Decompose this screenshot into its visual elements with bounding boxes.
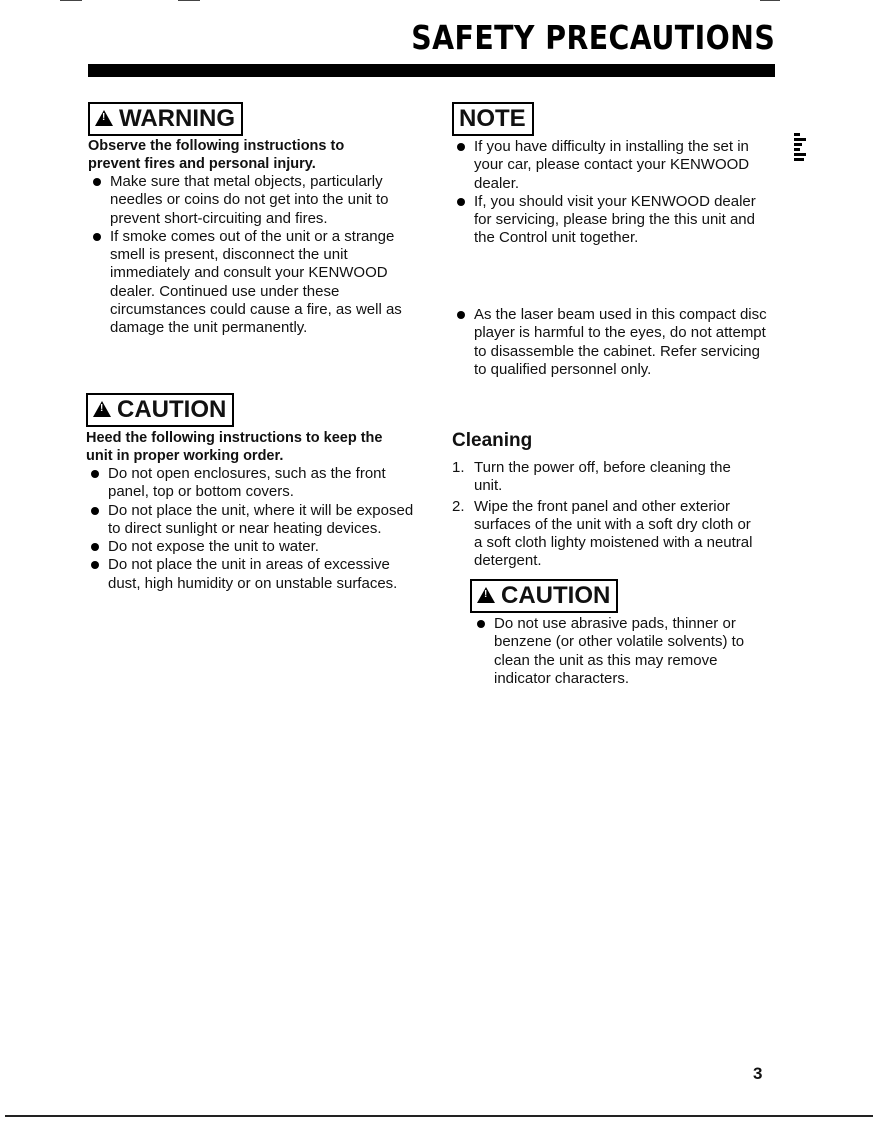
laser-note <box>452 306 772 379</box>
list-item <box>452 459 757 496</box>
cleaning-heading: Cleaning <box>452 430 533 451</box>
crop-mark <box>178 0 200 1</box>
caution-triangle-icon <box>93 401 111 417</box>
caution-intro: Heed the following instructions to keep the unit in proper working order. <box>86 430 383 464</box>
laser-list <box>452 306 772 379</box>
step-text: Wipe the front panel and other exterior surfaces of the unit with a soft dry cloth or a soft cloth lighty moistened with a neutral detergent. <box>474 497 753 570</box>
bottom-rule <box>5 1115 873 1117</box>
caution-section <box>86 429 416 593</box>
list-item: Make sure that metal objects, particularly needles or coins do not get into the unit to prevent short-circuiting and fires. <box>88 173 418 228</box>
list-item: As the laser beam used in this compact disc player is harmful to the eyes, do not attempt to disassemble the cabinet. Refer servicing to qualified personnel only. <box>452 306 772 379</box>
caution-triangle-icon <box>477 587 495 603</box>
list-item: If smoke comes out of the unit or a strange smell is present, disconnect the unit immediately and consult your KENWOOD dealer. Continued use under these circumstances could cause a fire, as well as damage the unit permanently. <box>88 228 418 338</box>
list-item: Do not expose the unit to water. <box>86 538 416 556</box>
title-rule <box>88 64 775 77</box>
warning-heading <box>88 102 243 136</box>
caution-heading <box>86 393 234 427</box>
page-title: SAFETY PRECAUTIONS <box>411 18 775 57</box>
warning-triangle-icon <box>95 110 113 126</box>
warning-list <box>88 173 418 338</box>
list-item: If you have difficulty in installing the set in your car, please contact your KENWOOD dealer. <box>452 138 772 193</box>
step-number: 1. <box>452 459 465 476</box>
note-heading <box>452 102 534 136</box>
note-label: NOTE <box>459 105 526 132</box>
note-list <box>452 138 772 248</box>
page-number: 3 <box>753 1064 763 1083</box>
list-item: Do not place the unit, where it will be exposed to direct sunlight or near heating devices. <box>86 502 416 539</box>
caution-label: CAUTION <box>117 396 227 423</box>
warning-intro: Observe the following instructions to prevent fires and personal injury. <box>88 138 345 172</box>
list-item: Do not open enclosures, such as the front panel, top or bottom covers. <box>86 465 416 502</box>
cleaning-caution-label: CAUTION <box>501 582 611 609</box>
warning-section <box>88 137 418 338</box>
cleaning-caution-heading <box>470 579 618 613</box>
list-item: Do not place the unit in areas of excessive dust, high humidity or on unstable surfaces. <box>86 556 416 593</box>
caution-list <box>86 465 416 593</box>
cleaning-section <box>452 459 757 573</box>
note-section <box>452 138 772 248</box>
cleaning-caution-list <box>472 615 762 688</box>
step-text: Turn the power off, before cleaning the unit. <box>474 459 731 495</box>
side-tab-marker <box>794 133 810 163</box>
cleaning-caution-section <box>472 615 762 688</box>
list-item: Do not use abrasive pads, thinner or benzene (or other volatile solvents) to clean the unit as this may remove indicator characters. <box>472 615 762 688</box>
crop-mark <box>760 0 780 1</box>
warning-label: WARNING <box>119 105 235 132</box>
step-number: 2. <box>452 497 465 515</box>
crop-mark <box>60 0 82 1</box>
list-item <box>452 498 757 571</box>
list-item: If, you should visit your KENWOOD dealer for servicing, please bring the this unit and the Control unit together. <box>452 193 772 248</box>
cleaning-steps <box>452 459 757 571</box>
